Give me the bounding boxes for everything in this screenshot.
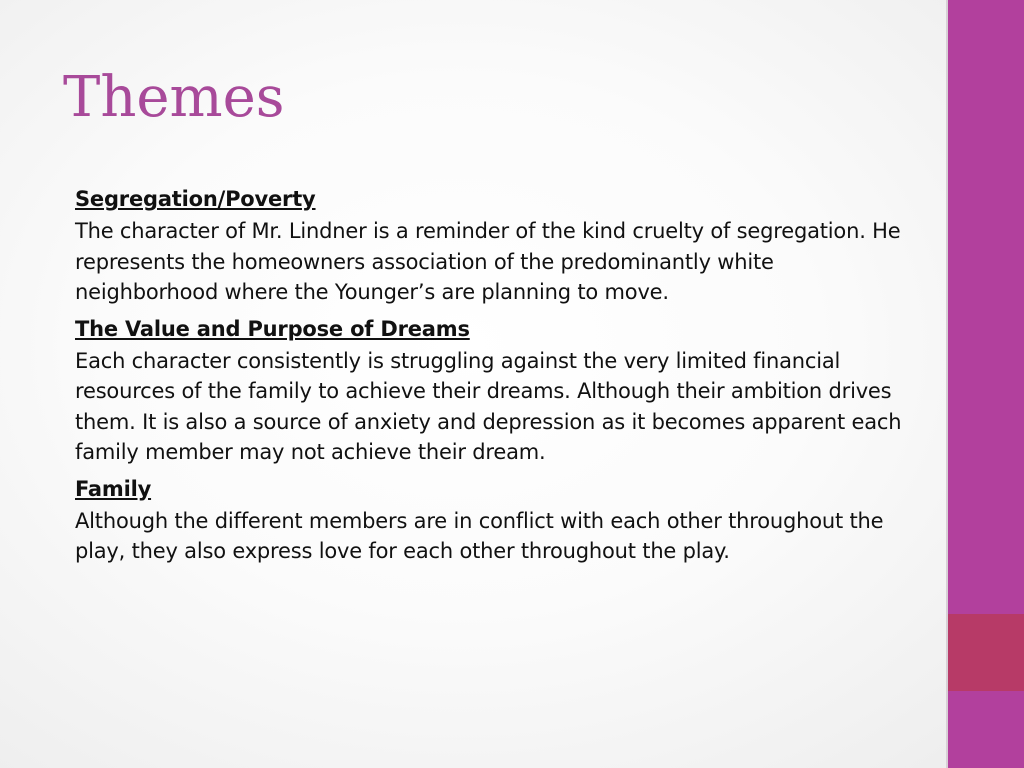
slide-title: Themes	[63, 65, 285, 130]
section-heading-segregation: Segregation/Poverty	[75, 187, 316, 211]
slide-body	[75, 184, 905, 573]
section-body-segregation: The character of Mr. Lindner is a reminder of the kind cruelty of segregation. He represents the homeowners association of the predominantly white neighborhood where the Younger’s are planning to move.	[75, 219, 901, 304]
section-heading-family: Family	[75, 476, 152, 501]
section-body-family: Although the different members are in conflict with each other throughout the play, they also express love for each other throughout the play.	[75, 508, 884, 563]
decorative-side-bar	[946, 0, 1024, 768]
section-body-dreams: Each character consistently is struggling against the very limited financial resources of the family to achieve their dreams. Although their ambition drives them. It is also a source of anxiety and depression as it becomes apparent each family member may not achieve their dream.	[75, 348, 902, 464]
section-heading-dreams: The Value and Purpose of Dreams	[75, 316, 470, 341]
side-bar-accent-block	[948, 614, 1024, 691]
